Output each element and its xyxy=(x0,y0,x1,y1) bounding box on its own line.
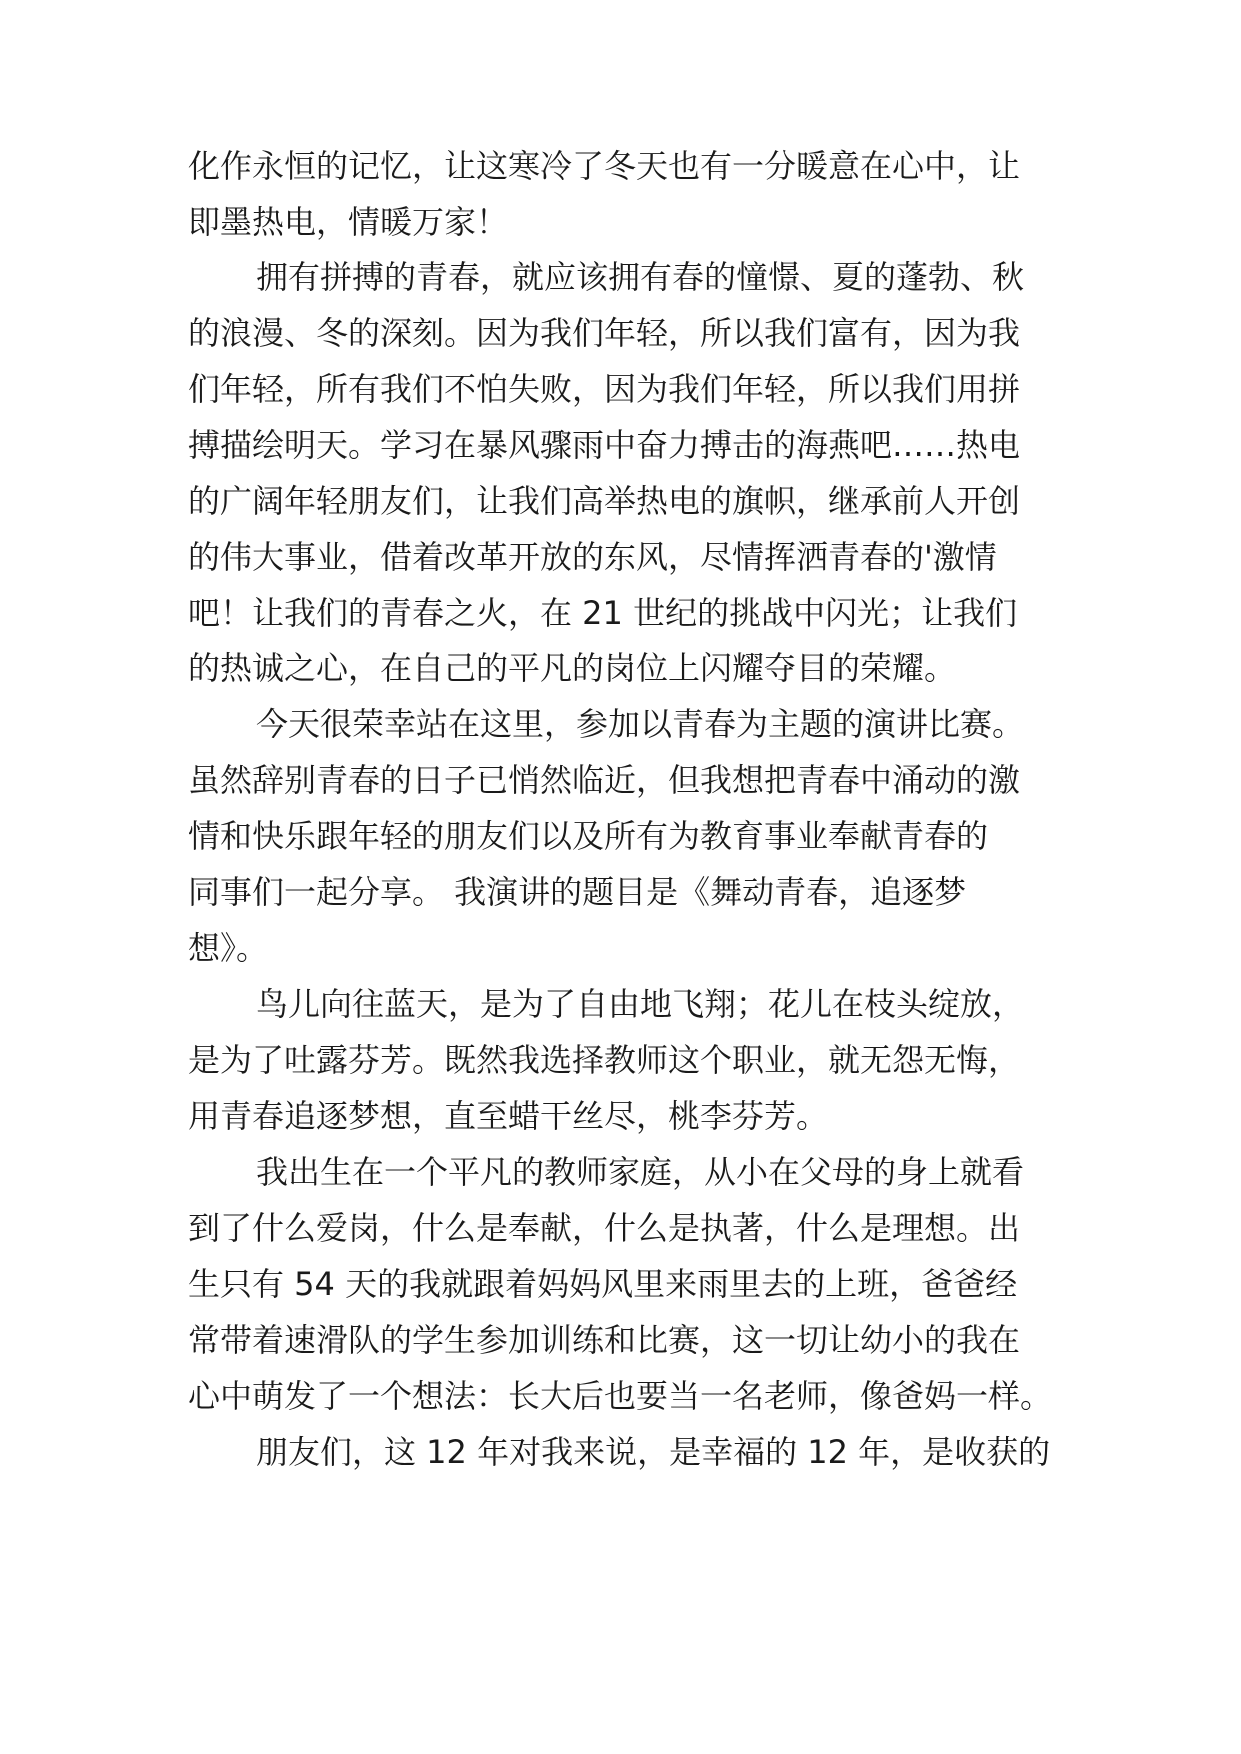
paragraph-first-line: 今天很荣幸站在这里，参加以青春为主题的演讲比赛。 xyxy=(256,705,1025,743)
text-line: 心中萌发了一个想法：长大后也要当一名老师，像爸妈一样。 xyxy=(188,1377,1053,1415)
text-line: 生只有 54 天的我就跟着妈妈风里来雨里去的上班，爸爸经 xyxy=(188,1265,1018,1303)
text-line: 的伟大事业，借着改革开放的东风，尽情挥洒青春的'激情 xyxy=(188,538,997,576)
text-line: 的广阔年轻朋友们，让我们高举热电的旗帜，继承前人开创 xyxy=(188,482,1021,520)
text-line: 用青春追逐梦想，直至蜡干丝尽，桃李芬芳。 xyxy=(188,1097,829,1135)
text-line: 们年轻，所有我们不怕失败，因为我们年轻，所以我们用拼 xyxy=(188,370,1021,408)
text-line: 搏描绘明天。学习在暴风骤雨中奋力搏击的海燕吧……热电 xyxy=(188,426,1021,464)
paragraph-first-line: 朋友们，这 12 年对我来说，是幸福的 12 年，是收获的 xyxy=(256,1433,1051,1471)
text-line: 的热诚之心，在自己的平凡的岗位上闪耀夺目的荣耀。 xyxy=(188,649,957,687)
paragraph-first-line: 我出生在一个平凡的教师家庭，从小在父母的身上就看 xyxy=(256,1153,1025,1191)
text-line: 常带着速滑队的学生参加训练和比赛，这一切让幼小的我在 xyxy=(188,1321,1021,1359)
text-line: 的浪漫、冬的深刻。因为我们年轻，所以我们富有，因为我 xyxy=(188,314,1021,352)
text-line: 到了什么爱岗，什么是奉献，什么是执著，什么是理想。出 xyxy=(188,1209,1021,1247)
text-line: 虽然辞别青春的日子已悄然临近，但我想把青春中涌动的激 xyxy=(188,761,1021,799)
text-line: 化作永恒的记忆，让这寒冷了冬天也有一分暖意在心中，让 xyxy=(188,147,1021,185)
text-line: 想》。 xyxy=(188,929,269,967)
text-line: 情和快乐跟年轻的朋友们以及所有为教育事业奉献青春的 xyxy=(188,817,989,855)
text-line: 吧！让我们的青春之火，在 21 世纪的挑战中闪光；让我们 xyxy=(188,594,1018,632)
paragraph-first-line: 鸟儿向往蓝天，是为了自由地飞翔；花儿在枝头绽放， xyxy=(256,985,1025,1023)
text-line: 是为了吐露芬芳。既然我选择教师这个职业，就无怨无悔， xyxy=(188,1041,1021,1079)
text-line: 同事们一起分享。 我演讲的题目是《舞动青春，追逐梦 xyxy=(188,873,967,911)
paragraph-first-line: 拥有拼搏的青春，就应该拥有春的憧憬、夏的蓬勃、秋 xyxy=(256,258,1025,296)
text-line: 即墨热电，情暖万家！ xyxy=(188,203,509,241)
